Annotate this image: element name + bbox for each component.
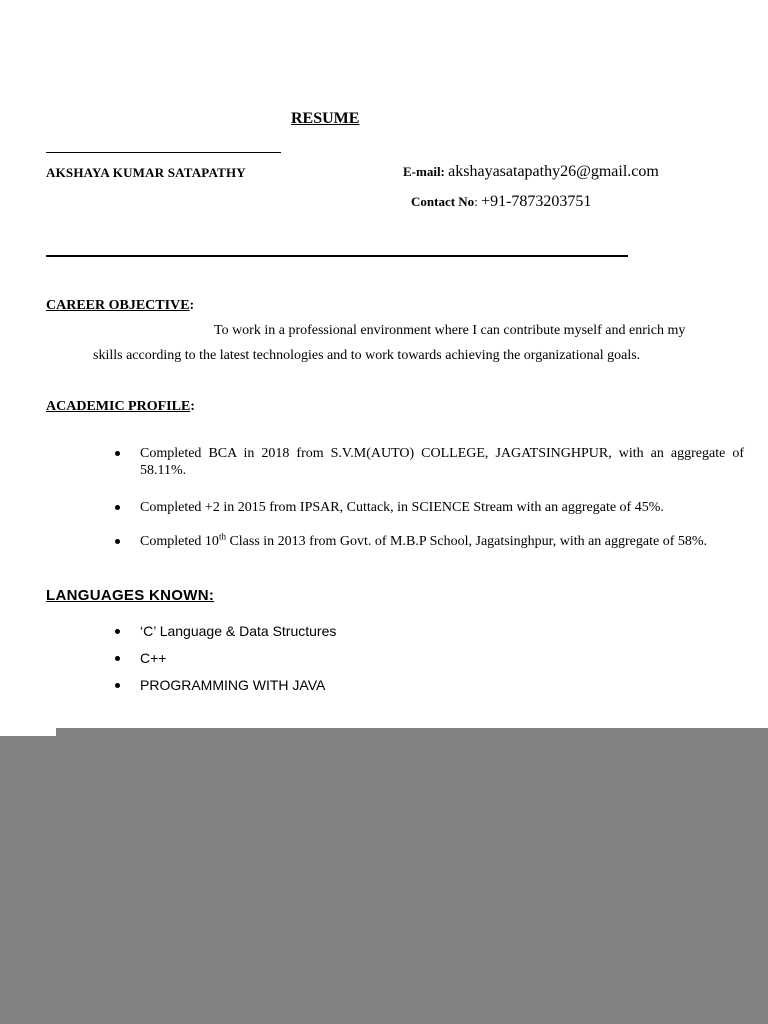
- languages-known-heading: LANGUAGES KNOWN:: [46, 587, 215, 604]
- list-item: ‘C’ Language & Data Structures: [112, 623, 336, 650]
- contact-value: +91-7873203751: [481, 193, 592, 210]
- email-line: [403, 163, 659, 181]
- languages-list: [112, 623, 336, 704]
- academic-list: [112, 533, 744, 550]
- list-item: Completed +2 in 2015 from IPSAR, Cuttack, in SCIENCE Stream with an aggregate of 45%.: [112, 499, 744, 516]
- email-label: E-mail:: [403, 164, 445, 179]
- header-divider: [46, 255, 628, 257]
- academic-list: [112, 499, 744, 516]
- career-objective-heading: CAREER OBJECTIVE:: [46, 298, 195, 313]
- contact-line: [411, 193, 591, 211]
- list-item: Completed BCA in 2018 from S.V.M(AUTO) COLLEGE, JAGATSINGHPUR, with an aggregate of 58.11%.: [112, 445, 744, 479]
- candidate-name: AKSHAYA KUMAR SATAPATHY: [46, 165, 246, 180]
- email-value: akshayasatapathy26@gmail.com: [448, 163, 659, 180]
- overlay-edge-notch: [0, 728, 56, 736]
- career-objective-line-2: skills according to the latest technologies and to work towards achieving the organizational goals.: [93, 348, 641, 363]
- career-objective-line-1: To work in a professional environment where I can contribute myself and enrich my: [214, 323, 686, 338]
- preview-cover-overlay: [0, 728, 768, 1024]
- academic-profile-heading: ACADEMIC PROFILE:: [46, 399, 195, 414]
- list-item: PROGRAMMING WITH JAVA: [112, 677, 336, 704]
- list-item: Completed 10th Class in 2013 from Govt. of M.B.P School, Jagatsinghpur, with an aggregate of 58%.: [112, 533, 744, 550]
- contact-label: Contact No: [411, 194, 475, 209]
- academic-list: [112, 445, 744, 479]
- page-title: RESUME: [291, 110, 360, 127]
- list-item: C++: [112, 650, 336, 677]
- name-underline-divider: [46, 152, 281, 153]
- contact-colon: :: [474, 194, 482, 209]
